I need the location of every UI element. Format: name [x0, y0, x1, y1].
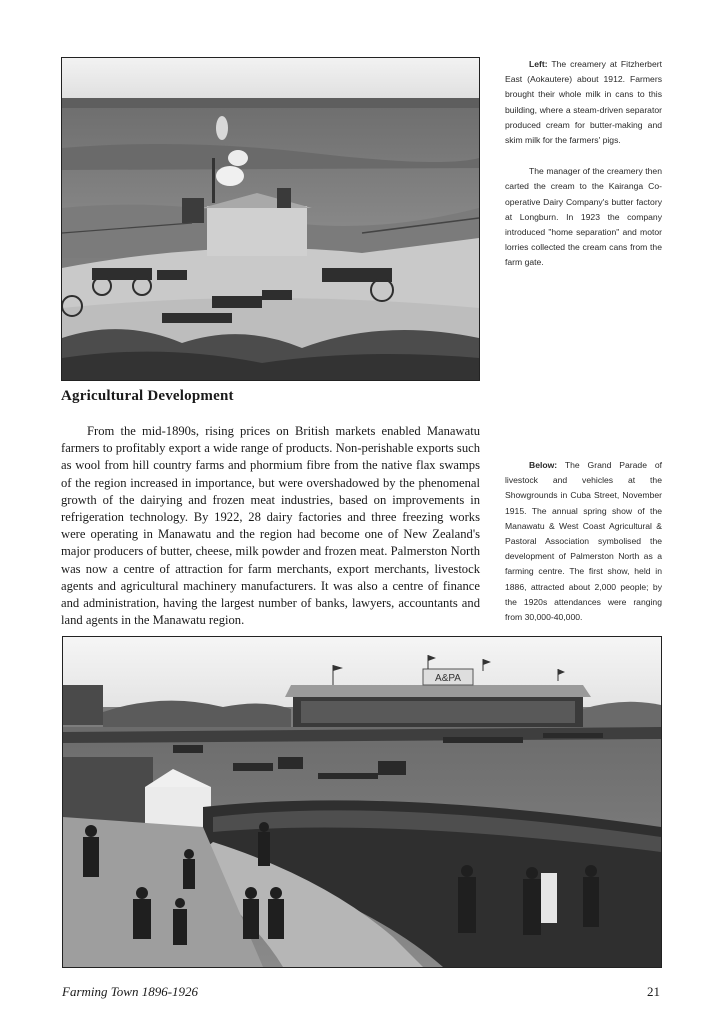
page-number: 21 — [647, 984, 660, 999]
grandstand-sign: A&PA — [435, 673, 461, 684]
footer-book-title: Farming Town 1896-1926 — [62, 984, 199, 999]
caption-lead-left: Left: — [529, 59, 548, 69]
creamery-caption-p2: The manager of the creamery then carted the cream to the Kairanga Co-operative Dairy Company's butter factory at Longburn. In 1923 the company introduced "home separation" and motor lorries collected the cream cans from the farm gate. — [505, 166, 662, 268]
parade-caption-p1 — [505, 458, 662, 625]
caption-text-below: The Grand Parade of livestock and vehicles at the Showgrounds in Cuba Street, November 1915. The annual spring show of the Manawatu & West Coast Agricultural & Pastoral Association symbolised the development of Palmerston North as a farming centre. The first show, held in 1886, attracted about 2,000 people; by the 1920s attendances were ranging from 30,000-40,000. — [505, 460, 662, 623]
grand-parade-photo — [62, 636, 662, 968]
creamery-caption-p1 — [505, 57, 662, 148]
article-body: From the mid-1890s, rising prices on British markets enabled Manawatu farmers to profitably export a wide range of products. Non-perishable exports such as wool from hill country farms and phormium fibre from the native flax swamps of the region increased in importance, but were overshadowed by the phenomenal growth of the dairying and frozen meat industries, based on improvements in refrigeration technology. By 1922, 28 dairy factories and three freezing works were operating in Manawatu and the region had become one of New Zealand's major producers of butter, cheese, milk powder and frozen meat. Palmerston North was now a centre of attraction for farm merchants, export merchants, livestock agents and agricultural machinery manufacturers. It was also a centre of finance and administration, having the largest number of banks, lawyers, accountants and land agents in the Manawatu region. — [61, 424, 480, 628]
grand-parade-photo-image — [63, 637, 661, 967]
parade-caption — [505, 458, 662, 625]
creamery-photo-image — [62, 58, 479, 380]
creamery-photo — [61, 57, 480, 381]
caption-lead-below: Below: — [529, 460, 558, 470]
section-heading: Agricultural Development — [61, 388, 234, 404]
caption-text-left: The creamery at Fitzherbert East (Aokautere) about 1912. Farmers brought their whole milk in cans to this building, where a steam-driven separator produced cream for butter-making and skim milk for the farmers' pigs. — [505, 59, 662, 146]
creamery-caption — [505, 57, 662, 271]
